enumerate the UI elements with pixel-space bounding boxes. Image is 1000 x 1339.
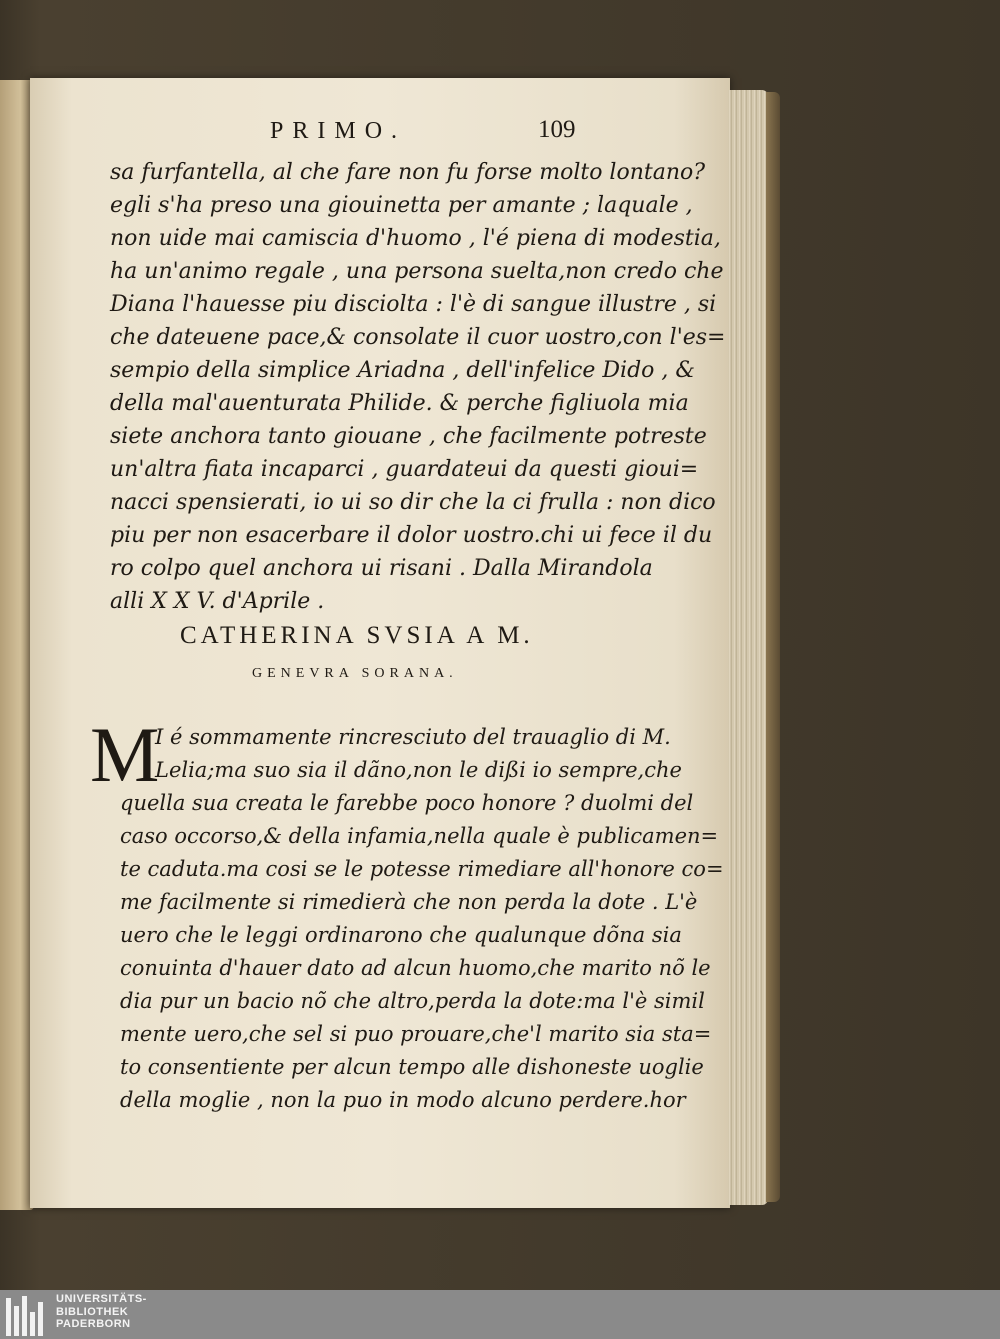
running-head: PRIMO. [270, 118, 407, 144]
text-line: non uide mai camiscia d'huomo , l'é piena di modestia, [110, 226, 721, 251]
text-line: sempio della simplice Ariadna , dell'infelice Dido , & [110, 358, 695, 383]
letter-line: te caduta.ma cosi se le potesse rimediare all'honore co= [120, 857, 724, 881]
text-line: ha un'animo regale , una persona suelta,non credo che [110, 259, 724, 284]
letter-line: to consentiente per alcun tempo alle dishoneste uoglie [120, 1055, 704, 1079]
library-name-line: PADERBORN [56, 1318, 131, 1330]
letter-line: quella sua creata le farebbe poco honore ? duolmi del [120, 791, 694, 815]
text-line: sa furfantella, al che fare non fu forse molto lontano? [110, 160, 706, 185]
letter-line: conuinta d'hauer dato ad alcun huomo,che marito nõ le [120, 956, 711, 980]
cover-edge [766, 92, 780, 1202]
text-line: un'altra fiata incaparci , guardateui da questi gioui= [110, 457, 699, 482]
letter-line: I é sommamente rincresciuto del trauaglio di M. [155, 725, 671, 749]
left-page-edge [0, 80, 34, 1210]
letter-line: mente uero,che sel si puo prouare,che'l marito sia sta= [120, 1022, 712, 1046]
text-line: che dateuene pace,& consolate il cuor uostro,con l'es= [110, 325, 726, 350]
text-line: nacci spensierati, io ui so dir che la ci frulla : non dico [110, 490, 716, 515]
letter-line: della moglie , non la puo in modo alcuno perdere.hor [120, 1088, 686, 1112]
text-line: piu per non esacerbare il dolor uostro.chi ui fece il du [110, 523, 713, 548]
text-line: della mal'auenturata Philide. & perche figliuola mia [110, 391, 689, 416]
text-line: alli X X V. d'Aprile . [110, 589, 325, 614]
library-footer [0, 1290, 1000, 1339]
letter-line: caso occorso,& della infamia,nella quale è publicamen= [120, 824, 719, 848]
page-header [270, 118, 600, 150]
library-logo-icon [6, 1294, 48, 1336]
text-line: Diana l'hauesse piu disciolta : l'è di sangue illustre , si [110, 292, 717, 317]
letter-line: dia pur un bacio nõ che altro,perda la dote:ma l'è simil [120, 989, 705, 1013]
page-number: 109 [538, 116, 576, 143]
text-line: egli s'ha preso una giouinetta per amante ; laquale , [110, 193, 693, 218]
letter-line: Lelia;ma suo sia il dãno,non le dißi io sempre,che [155, 758, 682, 782]
text-line: siete anchora tanto giouane , che facilmente potreste [110, 424, 707, 449]
letter-subtitle: GENEVRA SORANA. [252, 666, 458, 681]
library-name-line: UNIVERSITÄTS- [56, 1293, 147, 1305]
letter-line: uero che le leggi ordinarono che qualunque dõna sia [120, 923, 682, 947]
letter-line: me facilmente si rimedierà che non perda la dote . L'è [120, 890, 698, 914]
text-line: ro colpo quel anchora ui risani . Dalla Mirandola [110, 556, 653, 581]
drop-cap: M [90, 711, 160, 798]
letter-title: CATHERINA SVSIA A M. [180, 622, 534, 649]
page-edges [728, 90, 768, 1205]
library-name-line: BIBLIOTHEK [56, 1305, 129, 1318]
library-name [56, 1293, 147, 1331]
